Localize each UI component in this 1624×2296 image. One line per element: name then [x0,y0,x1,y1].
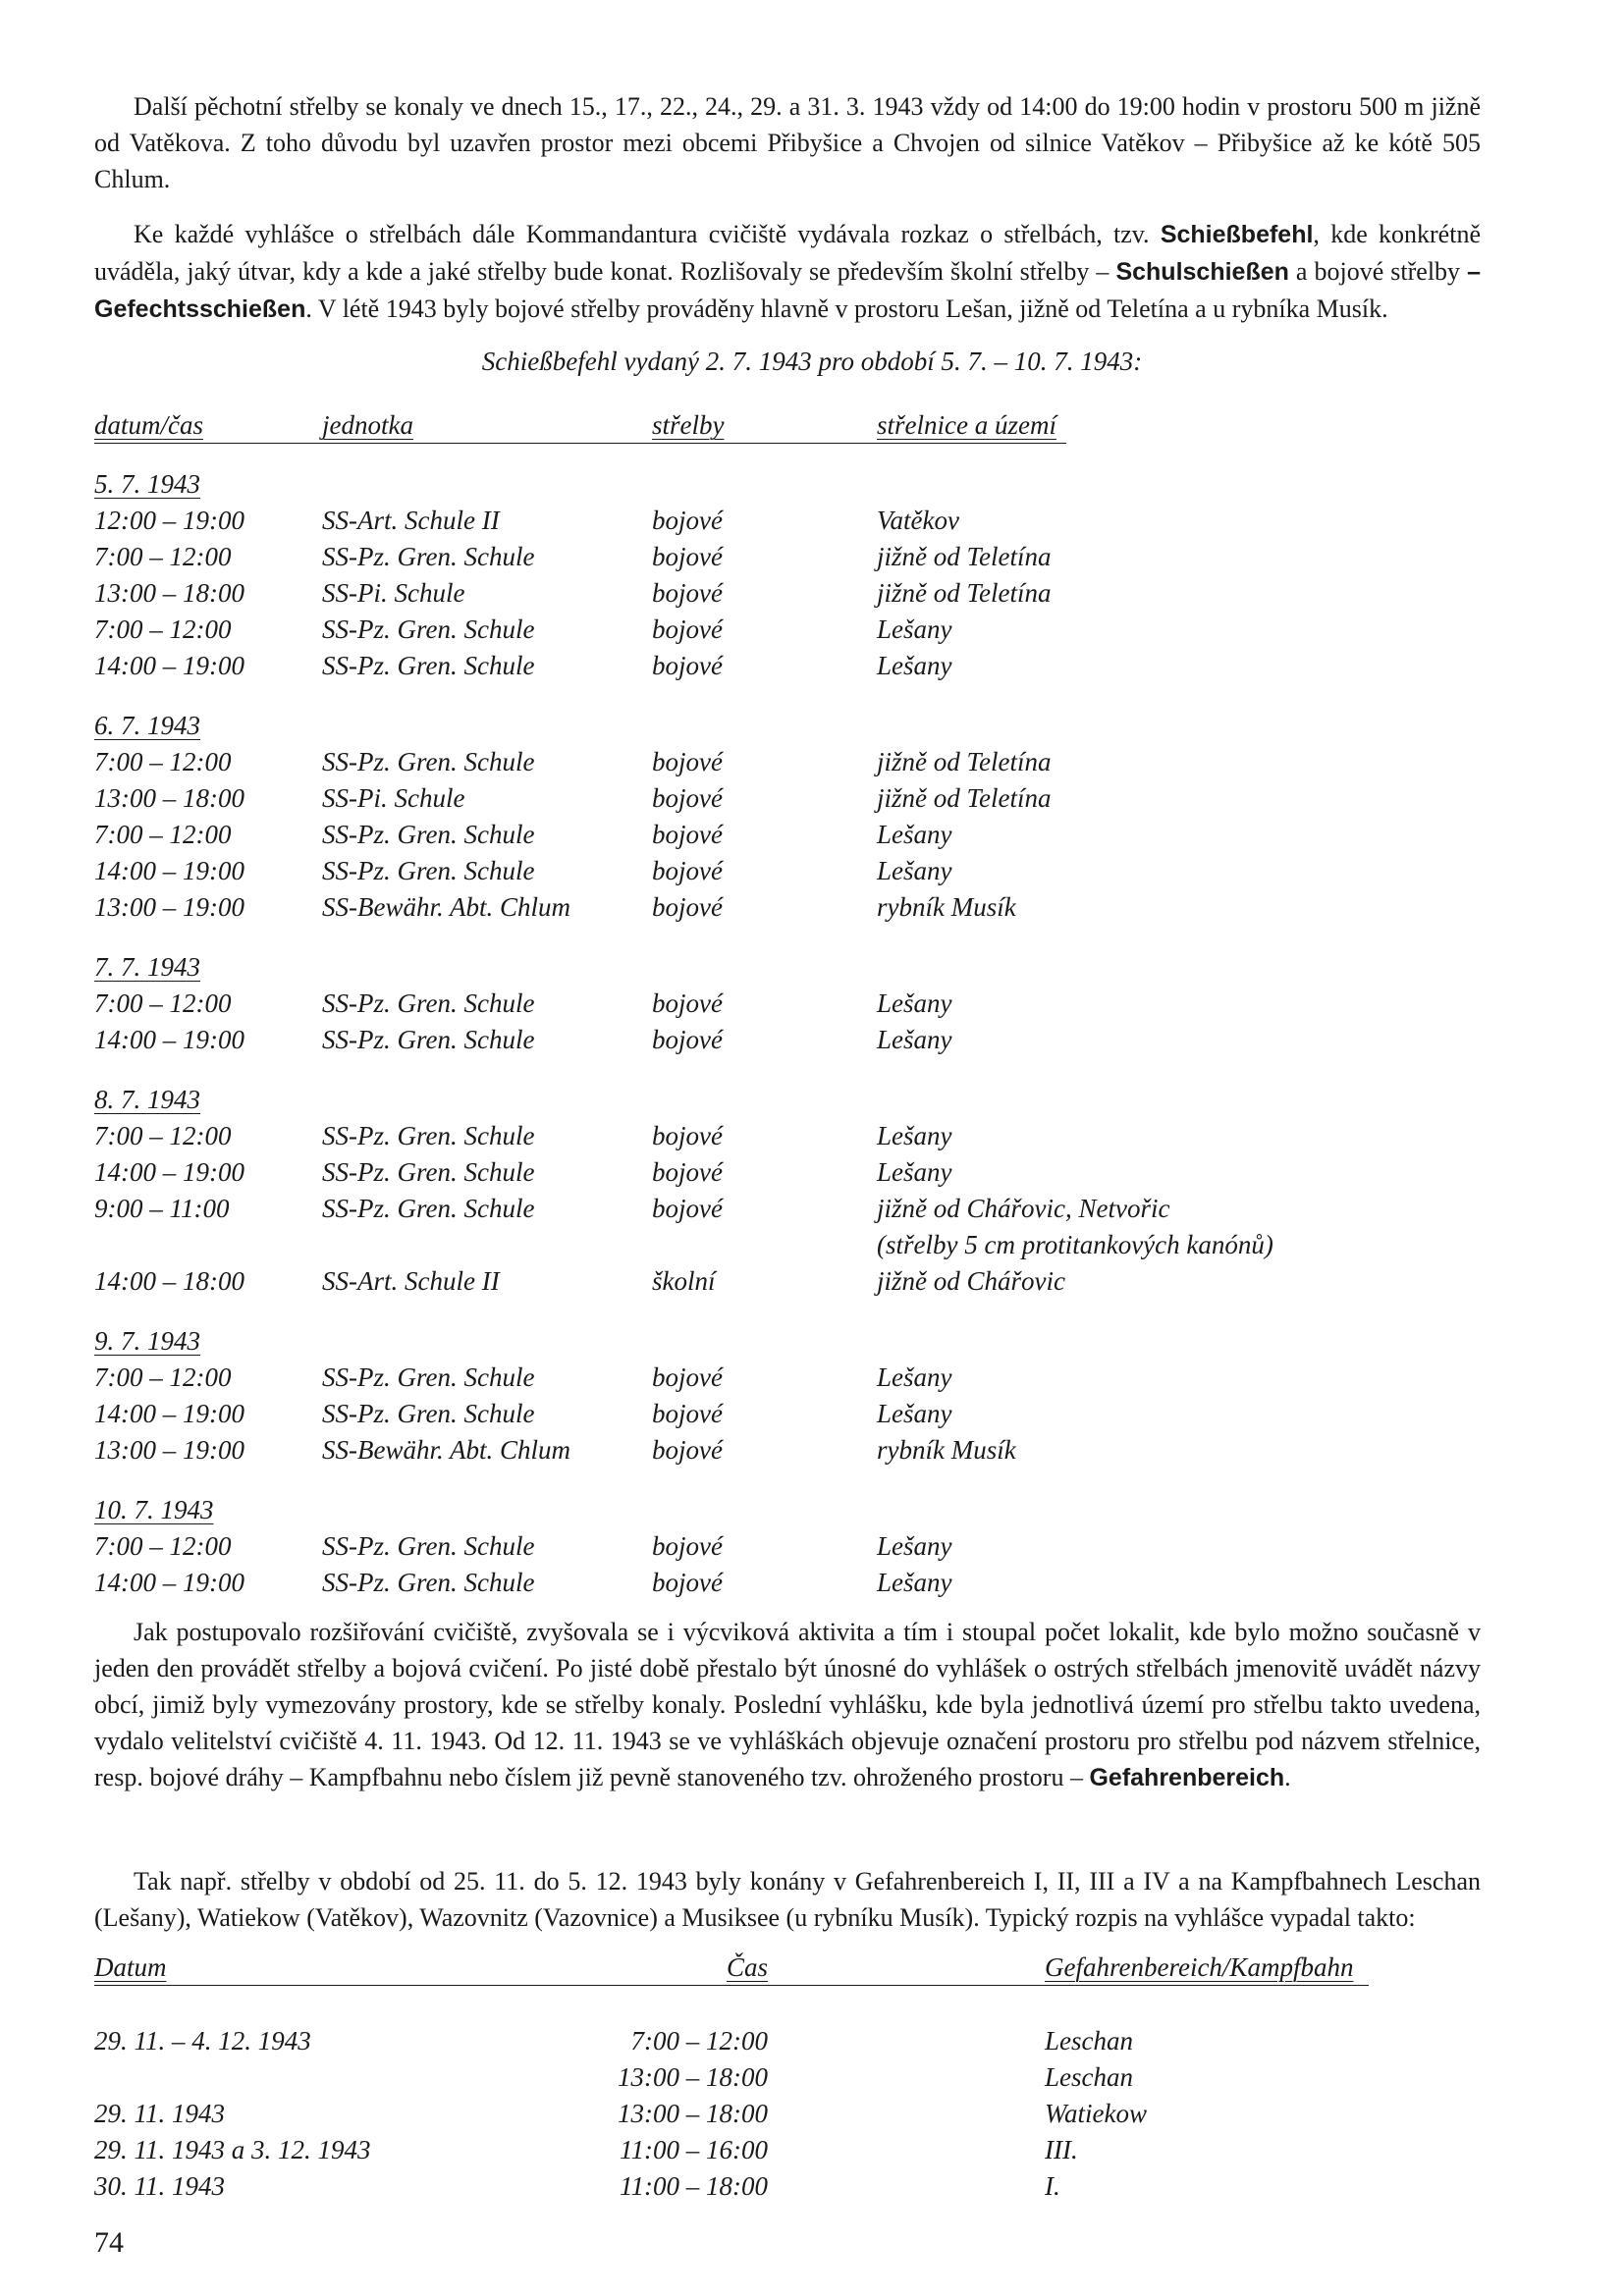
area-cell: rybník Musík [877,892,1016,922]
time-cell: 7:00 – 12:00 [94,1362,232,1392]
area-cell: jižně od Chářovic [877,1266,1065,1296]
time-cell: 7:00 – 12:00 [94,988,232,1018]
firing-type-cell: bojové [652,651,723,680]
schedule-row [0,892,1624,929]
paragraph-text: . V létě 1943 byly bojové střelby prováděny hlavně v prostoru Lešan, jižně od Teletína a u rybníka Musík. [305,294,1388,323]
schedule-row [0,783,1624,820]
schedule-header: jednotka [322,410,413,440]
schedule-row [0,1362,1624,1399]
paragraph-expansion [94,1614,1481,1796]
area-cell: Leschan [1045,2026,1133,2056]
schedule-row [0,578,1624,614]
firing-type-cell: školní [652,1266,716,1296]
time-cell: 11:00 – 16:00 [620,2135,768,2164]
schedule-date-row [0,1326,1624,1362]
schedule-header: střelnice a území [877,410,1056,440]
schedule-header: datum/čas [94,410,203,440]
notice-row [0,2026,1624,2062]
area-cell: jižně od Teletína [877,747,1052,776]
schedule-row [0,1121,1624,1157]
unit-cell: SS-Art. Schule II [322,1266,500,1296]
time-cell: 12:00 – 19:00 [94,506,244,535]
unit-cell: SS-Pz. Gren. Schule [322,856,535,885]
paragraph-text: Tak např. střelby v období od 25. 11. do 5. 12. 1943 byly konány v Gefahrenbereich I, II, III a IV a na Kampfbahnech Leschan (Lešany), Watiekow (Vatěkov), Wazovnitz (Vazovnice) a Musiksee (u rybníku Musík). Typický rozpis na vyhlášce vypadal takto: [94,1867,1481,1932]
bold-term: Gefahrenbereich [1089,1764,1285,1791]
paragraph-text: Ke každé vyhlášce o střelbách dále Kommandantura cvičiště vydávala rozkaz o střelbách, tzv. [134,220,1161,248]
area-cell: Lešany [877,1568,952,1597]
schedule-header-row [0,410,1624,447]
schedule-header: střelby [652,410,725,440]
unit-cell: SS-Pz. Gren. Schule [322,1157,535,1187]
firing-type-cell: bojové [652,542,723,571]
firing-type-cell: bojové [652,747,723,776]
area-cell: Lešany [877,614,952,644]
area-cell: III. [1045,2135,1078,2164]
unit-cell: SS-Pz. Gren. Schule [322,1568,535,1597]
area-cell: jižně od Chářovic, Netvořic [877,1194,1170,1223]
firing-type-cell: bojové [652,892,723,922]
area-cell: Lešany [877,1025,952,1054]
unit-cell: SS-Pz. Gren. Schule [322,651,535,680]
header-underline [94,443,1066,444]
date-cell: 30. 11. 1943 [94,2171,225,2201]
unit-cell: SS-Pz. Gren. Schule [322,1194,535,1223]
schedule-row [0,1194,1624,1230]
notice-header: Čas [726,1952,768,1982]
schedule-row [0,747,1624,783]
unit-cell: SS-Pz. Gren. Schule [322,747,535,776]
firing-type-cell: bojové [652,1362,723,1392]
paragraph-infantry-firing [94,88,1481,197]
unit-cell: SS-Pz. Gren. Schule [322,1362,535,1392]
area-cell: Lešany [877,651,952,680]
schedule-row [0,651,1624,687]
unit-cell: SS-Pi. Schule [322,578,465,608]
schedule-row [0,1230,1624,1266]
time-cell: 7:00 – 12:00 [94,1531,232,1561]
unit-cell: SS-Pz. Gren. Schule [322,614,535,644]
paragraph-schiessbefehl [94,216,1481,328]
firing-type-cell: bojové [652,988,723,1018]
paragraph-text: Další pěchotní střelby se konaly ve dnech 15., 17., 22., 24., 29. a 31. 3. 1943 vždy od 14:00 do 19:00 hodin v prostoru 500 m jižně od Vatěkova. Z toho důvodu byl uzavřen prostor mezi obcemi Přibyšice a Chvojen od silnice Vatěkov – Přibyšice až ke kótě 505 Chlum. [94,92,1481,193]
schedule-row [0,1435,1624,1471]
area-cell: Lešany [877,988,952,1018]
schedule-date: 5. 7. 1943 [94,469,200,499]
bold-term: – Gefechtsschießen [94,258,1481,323]
time-cell: 14:00 – 19:00 [94,1025,244,1054]
area-cell: Lešany [877,856,952,885]
firing-type-cell: bojové [652,614,723,644]
time-cell: 7:00 – 12:00 [630,2026,768,2056]
firing-type-cell: bojové [652,783,723,813]
time-cell: 7:00 – 12:00 [94,1121,232,1150]
time-cell: 7:00 – 12:00 [94,820,232,849]
schedule-date-row [0,469,1624,506]
unit-cell: SS-Pz. Gren. Schule [322,988,535,1018]
paragraph-typical-notice [94,1863,1481,1936]
time-cell: 7:00 – 12:00 [94,542,232,571]
time-cell: 9:00 – 11:00 [94,1194,230,1223]
paragraph-text: a bojové střelby [1288,257,1468,286]
area-cell: Lešany [877,820,952,849]
firing-type-cell: bojové [652,1531,723,1561]
area-cell: I. [1045,2171,1060,2201]
schedule-row [0,1399,1624,1435]
schedule-row [0,1157,1624,1194]
schedule-row [0,542,1624,578]
area-cell: Lešany [877,1531,952,1561]
notice-header: Gefahrenbereich/Kampfbahn [1045,1952,1354,1982]
firing-type-cell: bojové [652,506,723,535]
firing-type-cell: bojové [652,820,723,849]
paragraph-text: Jak postupovalo rozšiřování cvičiště, zvyšovala se i výcviková aktivita a tím i stoupal počet lokalit, kde bylo možno současně v jeden den provádět střelby a bojová cvičení. Po jisté době přestalo být únosné do vyhlášek o ostrých střelbách jmenovitě uvádět názvy obcí, jimiž byly vymezovány prostory, kde se střelby konaly. Poslední vyhlášku, kde byla jednotlivá území pro střelbu takto uvedena, vydalo velitelství cvičiště 4. 11. 1943. Od 12. 11. 1943 se ve vyhláškách objevuje označení prostoru pro střelbu pod názvem střelnice, resp. bojové dráhy – Kampfbahnu nebo číslem již pevně stanoveného tzv. ohroženého prostoru – [94,1618,1481,1791]
time-cell: 11:00 – 18:00 [620,2171,768,2201]
notice-header: Datum [94,1952,167,1982]
paragraph-text: . [1284,1763,1291,1791]
time-cell: 14:00 – 18:00 [94,1266,244,1296]
time-cell: 13:00 – 18:00 [618,2099,768,2128]
time-cell: 14:00 – 19:00 [94,1157,244,1187]
area-cell: jižně od Teletína [877,783,1052,813]
time-cell: 7:00 – 12:00 [94,747,232,776]
date-cell: 29. 11. – 4. 12. 1943 [94,2026,311,2056]
area-cell: rybník Musík [877,1435,1016,1465]
unit-cell: SS-Pz. Gren. Schule [322,820,535,849]
schedule-date-row [0,952,1624,988]
firing-type-cell: bojové [652,1399,723,1428]
schedule-row [0,1025,1624,1061]
firing-type-cell: bojové [652,856,723,885]
schedule-date: 9. 7. 1943 [94,1326,200,1356]
firing-type-cell: bojové [652,1568,723,1597]
bold-term: Schießbefehl [1160,221,1314,248]
notice-row [0,2099,1624,2135]
unit-cell: SS-Pz. Gren. Schule [322,1399,535,1428]
schedule-date-row [0,711,1624,747]
schedule-row [0,1266,1624,1303]
unit-cell: SS-Pz. Gren. Schule [322,542,535,571]
area-cell: jižně od Teletína [877,542,1052,571]
page-number: 74 [94,2226,124,2259]
firing-type-cell: bojové [652,1194,723,1223]
area-cell: (střelby 5 cm protitankových kanónů) [877,1230,1273,1259]
time-cell: 14:00 – 19:00 [94,856,244,885]
firing-type-cell: bojové [652,1435,723,1465]
schedule-row [0,856,1624,892]
schedule-row [0,506,1624,542]
paragraph-text: , kde konkrétně uváděla, jaký útvar, kdy a kde a jaké střelby bude konat. Rozlišovaly se především školní střelby – [94,220,1481,286]
firing-type-cell: bojové [652,1121,723,1150]
unit-cell: SS-Bewähr. Abt. Chlum [322,1435,571,1465]
notice-row [0,2171,1624,2208]
schedule-date: 10. 7. 1943 [94,1495,214,1524]
time-cell: 7:00 – 12:00 [94,614,232,644]
time-cell: 14:00 – 19:00 [94,651,244,680]
schedule-date: 6. 7. 1943 [94,711,200,740]
header-underline [94,1985,1369,1986]
bold-term: Schulschießen [1115,258,1289,286]
schedule-date: 8. 7. 1943 [94,1085,200,1114]
time-cell: 13:00 – 19:00 [94,892,244,922]
time-cell: 13:00 – 18:00 [94,578,244,608]
area-cell: Leschan [1045,2062,1133,2092]
unit-cell: SS-Pz. Gren. Schule [322,1531,535,1561]
time-cell: 13:00 – 19:00 [94,1435,244,1465]
schedule-caption: Schießbefehl vydaný 2. 7. 1943 pro období 5. 7. – 10. 7. 1943: [481,347,1143,376]
unit-cell: SS-Art. Schule II [322,506,500,535]
time-cell: 13:00 – 18:00 [618,2062,768,2092]
firing-type-cell: bojové [652,1157,723,1187]
area-cell: Lešany [877,1121,952,1150]
notice-row [0,2135,1624,2171]
unit-cell: SS-Pz. Gren. Schule [322,1025,535,1054]
time-cell: 13:00 – 18:00 [94,783,244,813]
schedule-row [0,614,1624,651]
schedule-row [0,820,1624,856]
schedule-row [0,1568,1624,1604]
time-cell: 14:00 – 19:00 [94,1568,244,1597]
schedule-row [0,1531,1624,1568]
notice-header-row [0,1952,1624,1989]
schedule-date: 7. 7. 1943 [94,952,200,982]
unit-cell: SS-Bewähr. Abt. Chlum [322,892,571,922]
area-cell: Lešany [877,1399,952,1428]
area-cell: Vatěkov [877,506,959,535]
firing-type-cell: bojové [652,1025,723,1054]
time-cell: 14:00 – 19:00 [94,1399,244,1428]
date-cell: 29. 11. 1943 [94,2099,225,2128]
unit-cell: SS-Pi. Schule [322,783,465,813]
unit-cell: SS-Pz. Gren. Schule [322,1121,535,1150]
area-cell: jižně od Teletína [877,578,1052,608]
area-cell: Lešany [877,1157,952,1187]
firing-type-cell: bojové [652,578,723,608]
notice-row [0,2062,1624,2099]
area-cell: Lešany [877,1362,952,1392]
schedule-date-row [0,1495,1624,1531]
schedule-date-row [0,1085,1624,1121]
area-cell: Watiekow [1045,2099,1147,2128]
date-cell: 29. 11. 1943 a 3. 12. 1943 [94,2135,371,2164]
schedule-row [0,988,1624,1025]
